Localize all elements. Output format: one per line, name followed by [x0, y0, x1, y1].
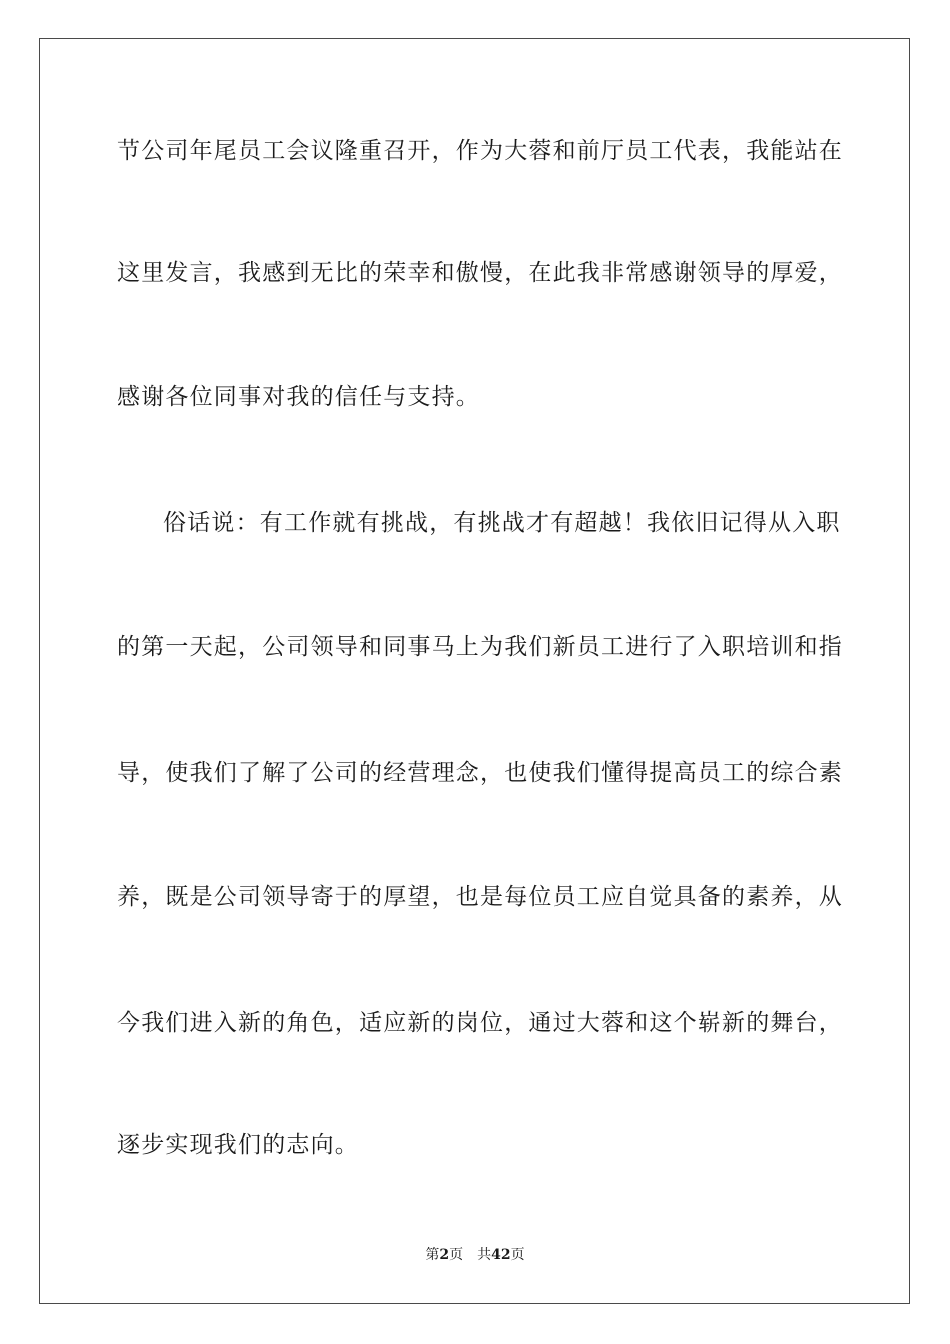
total-suffix: 页 — [510, 1247, 525, 1263]
page-footer — [0, 1245, 950, 1265]
total-pages: 42 — [491, 1247, 511, 1263]
paragraph-line: 导，使我们了解了公司的经营理念，也使我们懂得提高员工的综合素 — [117, 760, 843, 786]
paragraph-line: 俗话说：有工作就有挑战，有挑战才有超越！我依旧记得从入职 — [163, 510, 841, 536]
paragraph-line: 节公司年尾员工会议隆重召开，作为大蓉和前厅员工代表，我能站在 — [117, 138, 843, 164]
page-suffix: 页 — [449, 1247, 464, 1263]
paragraph-line: 这里发言，我感到无比的荣幸和傲慢，在此我非常感谢领导的厚爱， — [117, 260, 843, 286]
page-border — [39, 38, 910, 1304]
paragraph-line: 今我们进入新的角色，适应新的岗位，通过大蓉和这个崭新的舞台， — [117, 1010, 843, 1036]
page-number: 2 — [439, 1247, 450, 1263]
paragraph-line: 的第一天起，公司领导和同事马上为我们新员工进行了入职培训和指 — [117, 634, 843, 660]
paragraph-line: 养，既是公司领导寄于的厚望，也是每位员工应自觉具备的素养，从 — [117, 884, 843, 910]
total-prefix: 共 — [477, 1247, 492, 1263]
paragraph-line: 逐步实现我们的志向。 — [117, 1132, 359, 1158]
page-prefix: 第 — [425, 1247, 440, 1263]
paragraph-line: 感谢各位同事对我的信任与支持。 — [117, 384, 480, 410]
